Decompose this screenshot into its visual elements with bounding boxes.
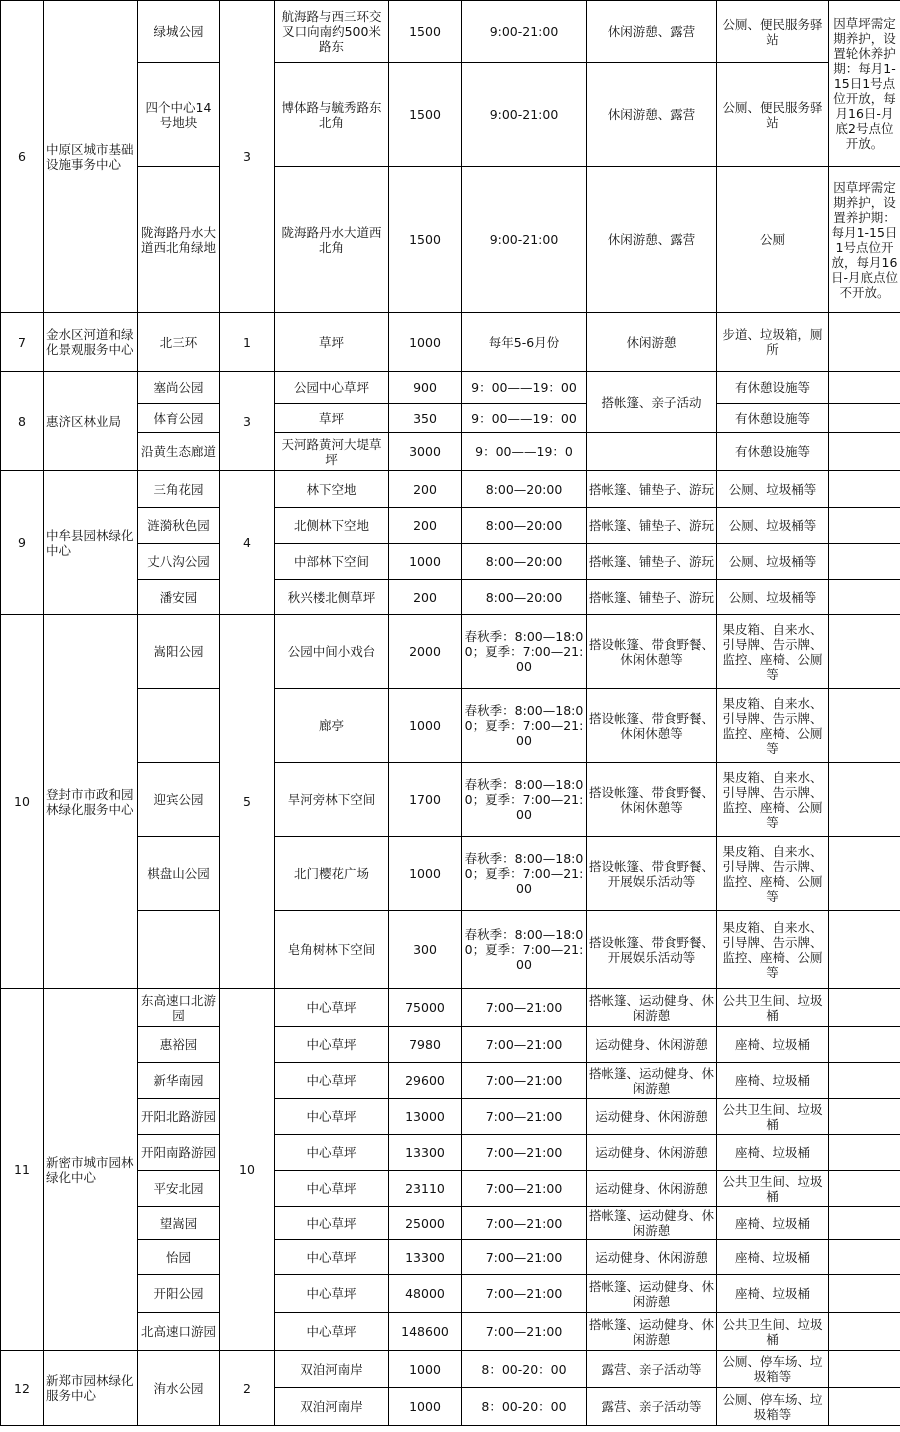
location: 北侧林下空地 xyxy=(275,508,389,544)
table-row xyxy=(1,471,900,508)
area: 1000 xyxy=(389,544,462,580)
area: 23110 xyxy=(389,1171,462,1207)
location: 公园中心草坪 xyxy=(275,372,389,404)
facility: 公厕、垃圾桶等 xyxy=(717,471,829,508)
activity: 搭帐篷、亲子活动 xyxy=(587,372,717,433)
note xyxy=(829,372,900,404)
park-name: 北三环 xyxy=(138,313,220,372)
note xyxy=(829,471,900,508)
location: 中部林下空间 xyxy=(275,544,389,580)
note xyxy=(829,1275,900,1313)
note xyxy=(829,1135,900,1171)
facility: 步道、垃圾箱，厕所 xyxy=(717,313,829,372)
area: 3000 xyxy=(389,433,462,471)
facility: 座椅、垃圾桶 xyxy=(717,1027,829,1063)
facility: 果皮箱、自来水、引导牌、告示牌、监控、座椅、公厕等 xyxy=(717,763,829,837)
facility: 有休憩设施等 xyxy=(717,372,829,404)
park-name: 嵩阳公园 xyxy=(138,615,220,689)
note xyxy=(829,1063,900,1099)
facility: 公共卫生间、垃圾桶 xyxy=(717,1099,829,1135)
unit-name: 惠济区林业局 xyxy=(44,372,138,471)
facility: 座椅、垃圾桶 xyxy=(717,1063,829,1099)
table-row xyxy=(1,1351,900,1388)
park-count: 2 xyxy=(220,1351,275,1426)
open-time: 7:00—21:00 xyxy=(462,989,587,1027)
park-name: 涟漪秋色园 xyxy=(138,508,220,544)
note xyxy=(829,404,900,433)
location: 草坪 xyxy=(275,404,389,433)
facility: 公厕、便民服务驿站 xyxy=(717,63,829,167)
facility: 座椅、垃圾桶 xyxy=(717,1207,829,1240)
facility: 公厕、垃圾桶等 xyxy=(717,544,829,580)
park-name: 三角花园 xyxy=(138,471,220,508)
park-name: 惠裕园 xyxy=(138,1027,220,1063)
park-name: 塞尚公园 xyxy=(138,372,220,404)
area: 13300 xyxy=(389,1240,462,1275)
activity: 运动健身、休闲游憩 xyxy=(587,1171,717,1207)
area: 1500 xyxy=(389,63,462,167)
location: 中心草坪 xyxy=(275,989,389,1027)
activity: 搭帐篷、运动健身、休闲游憩 xyxy=(587,1275,717,1313)
location: 公园中间小戏台 xyxy=(275,615,389,689)
activity: 搭帐篷、运动健身、休闲游憩 xyxy=(587,1063,717,1099)
location: 航海路与西三环交叉口向南约500米路东 xyxy=(275,1,389,63)
park-name: 沿黄生态廊道 xyxy=(138,433,220,471)
open-time: 8:00—20:00 xyxy=(462,508,587,544)
open-time: 7:00—21:00 xyxy=(462,1275,587,1313)
park-name: 怡园 xyxy=(138,1240,220,1275)
row-number: 10 xyxy=(1,615,44,989)
park-name: 棋盘山公园 xyxy=(138,837,220,911)
table-row xyxy=(1,1,900,63)
table-row xyxy=(1,615,900,689)
park-name: 开阳南路游园 xyxy=(138,1135,220,1171)
location: 草坪 xyxy=(275,313,389,372)
facility: 公共卫生间、垃圾桶 xyxy=(717,1171,829,1207)
row-number: 9 xyxy=(1,471,44,615)
location: 中心草坪 xyxy=(275,1135,389,1171)
location: 旱河旁林下空间 xyxy=(275,763,389,837)
area: 200 xyxy=(389,580,462,615)
open-time: 7:00—21:00 xyxy=(462,1313,587,1351)
facility: 公共卫生间、垃圾桶 xyxy=(717,1313,829,1351)
open-time: 9：00——19：0 xyxy=(462,433,587,471)
activity: 搭帐篷、运动健身、休闲游憩 xyxy=(587,1207,717,1240)
note xyxy=(829,1388,900,1426)
open-time: 春秋季：8:00—18:00；夏季：7:00—21:00 xyxy=(462,615,587,689)
location: 中心草坪 xyxy=(275,1099,389,1135)
open-time: 7:00—21:00 xyxy=(462,1027,587,1063)
note xyxy=(829,615,900,689)
open-time: 8：00-20：00 xyxy=(462,1351,587,1388)
activity: 搭帐篷、铺垫子、游玩 xyxy=(587,580,717,615)
facility: 果皮箱、自来水、引导牌、告示牌、监控、座椅、公厕等 xyxy=(717,615,829,689)
activity: 休闲游憩 xyxy=(587,313,717,372)
note xyxy=(829,1207,900,1240)
open-time: 春秋季：8:00—18:00；夏季：7:00—21:00 xyxy=(462,911,587,989)
park-count: 4 xyxy=(220,471,275,615)
unit-name: 新郑市园林绿化服务中心 xyxy=(44,1351,138,1426)
facility: 有休憩设施等 xyxy=(717,433,829,471)
note xyxy=(829,1351,900,1388)
area: 1000 xyxy=(389,837,462,911)
unit-name: 中原区城市基础设施事务中心 xyxy=(44,1,138,313)
location: 中心草坪 xyxy=(275,1171,389,1207)
open-time: 春秋季：8:00—18:00；夏季：7:00—21:00 xyxy=(462,689,587,763)
note xyxy=(829,580,900,615)
note xyxy=(829,544,900,580)
area: 1000 xyxy=(389,313,462,372)
park-name: 丈八沟公园 xyxy=(138,544,220,580)
facility: 果皮箱、自来水、引导牌、告示牌、监控、座椅、公厕等 xyxy=(717,911,829,989)
activity: 搭帐篷、铺垫子、游玩 xyxy=(587,508,717,544)
facility: 公厕、垃圾桶等 xyxy=(717,580,829,615)
area: 200 xyxy=(389,471,462,508)
location: 双洎河南岸 xyxy=(275,1351,389,1388)
area: 48000 xyxy=(389,1275,462,1313)
area: 13300 xyxy=(389,1135,462,1171)
open-time: 7:00—21:00 xyxy=(462,1099,587,1135)
location: 秋兴楼北侧草坪 xyxy=(275,580,389,615)
open-time: 7:00—21:00 xyxy=(462,1207,587,1240)
activity: 搭设帐篷、带食野餐、开展娱乐活动等 xyxy=(587,837,717,911)
facility: 有休憩设施等 xyxy=(717,404,829,433)
facility: 公厕、便民服务驿站 xyxy=(717,1,829,63)
open-time: 9:00-21:00 xyxy=(462,167,587,313)
unit-name: 登封市市政和园林绿化服务中心 xyxy=(44,615,138,989)
open-time: 7:00—21:00 xyxy=(462,1063,587,1099)
park-count: 3 xyxy=(220,372,275,471)
park-name: 望嵩园 xyxy=(138,1207,220,1240)
open-time: 春秋季：8:00—18:00；夏季：7:00—21:00 xyxy=(462,763,587,837)
open-time: 8:00—20:00 xyxy=(462,580,587,615)
area: 1000 xyxy=(389,1388,462,1426)
activity: 搭帐篷、铺垫子、游玩 xyxy=(587,471,717,508)
note xyxy=(829,313,900,372)
location: 陇海路丹水大道西北角 xyxy=(275,167,389,313)
area: 75000 xyxy=(389,989,462,1027)
row-number: 12 xyxy=(1,1351,44,1426)
park-name xyxy=(138,689,220,763)
facility: 公厕、垃圾桶等 xyxy=(717,508,829,544)
note xyxy=(829,1171,900,1207)
area: 25000 xyxy=(389,1207,462,1240)
park-name: 开阳北路游园 xyxy=(138,1099,220,1135)
location: 中心草坪 xyxy=(275,1275,389,1313)
location: 中心草坪 xyxy=(275,1207,389,1240)
activity xyxy=(587,433,717,471)
park-name: 迎宾公园 xyxy=(138,763,220,837)
activity: 搭帐篷、运动健身、休闲游憩 xyxy=(587,1313,717,1351)
park-name: 四个中心14号地块 xyxy=(138,63,220,167)
note xyxy=(829,508,900,544)
activity: 运动健身、休闲游憩 xyxy=(587,1135,717,1171)
open-time: 9：00——19：00 xyxy=(462,404,587,433)
area: 7980 xyxy=(389,1027,462,1063)
open-time: 9：00——19：00 xyxy=(462,372,587,404)
open-time: 春秋季：8:00—18:00；夏季：7:00—21:00 xyxy=(462,837,587,911)
open-time: 7:00—21:00 xyxy=(462,1135,587,1171)
note: 因草坪需定期养护，设置养护期：每月1-15日1号点位开放，每月16日-月底点位不开放。 xyxy=(829,167,900,313)
location: 双洎河南岸 xyxy=(275,1388,389,1426)
park-name: 体育公园 xyxy=(138,404,220,433)
park-name: 开阳公园 xyxy=(138,1275,220,1313)
location: 廊亭 xyxy=(275,689,389,763)
facility: 果皮箱、自来水、引导牌、告示牌、监控、座椅、公厕等 xyxy=(717,689,829,763)
note xyxy=(829,1099,900,1135)
location: 中心草坪 xyxy=(275,1313,389,1351)
location: 林下空地 xyxy=(275,471,389,508)
row-number: 11 xyxy=(1,989,44,1351)
facility: 座椅、垃圾桶 xyxy=(717,1135,829,1171)
open-time: 8：00-20：00 xyxy=(462,1388,587,1426)
activity: 搭设帐篷、带食野餐、开展娱乐活动等 xyxy=(587,911,717,989)
open-time: 8:00—20:00 xyxy=(462,544,587,580)
park-name: 平安北园 xyxy=(138,1171,220,1207)
open-time: 每年5-6月份 xyxy=(462,313,587,372)
location: 中心草坪 xyxy=(275,1240,389,1275)
note xyxy=(829,837,900,911)
area: 1000 xyxy=(389,1351,462,1388)
table-row xyxy=(1,989,900,1027)
note xyxy=(829,911,900,989)
row-number: 8 xyxy=(1,372,44,471)
area: 350 xyxy=(389,404,462,433)
note xyxy=(829,689,900,763)
unit-name: 新密市城市园林绿化中心 xyxy=(44,989,138,1351)
area: 148600 xyxy=(389,1313,462,1351)
activity: 搭设帐篷、带食野餐、休闲休憩等 xyxy=(587,615,717,689)
facility: 公厕 xyxy=(717,167,829,313)
park-name: 潘安园 xyxy=(138,580,220,615)
facility: 座椅、垃圾桶 xyxy=(717,1240,829,1275)
activity: 露营、亲子活动等 xyxy=(587,1388,717,1426)
park-name: 绿城公园 xyxy=(138,1,220,63)
note xyxy=(829,1313,900,1351)
note xyxy=(829,1027,900,1063)
area: 1000 xyxy=(389,689,462,763)
location: 博体路与毓秀路东北角 xyxy=(275,63,389,167)
location: 北门樱花广场 xyxy=(275,837,389,911)
location: 皂角树林下空间 xyxy=(275,911,389,989)
open-time: 8:00—20:00 xyxy=(462,471,587,508)
activity: 搭帐篷、运动健身、休闲游憩 xyxy=(587,989,717,1027)
area: 1700 xyxy=(389,763,462,837)
note xyxy=(829,433,900,471)
area: 1500 xyxy=(389,167,462,313)
unit-name: 中牟县园林绿化中心 xyxy=(44,471,138,615)
park-count: 1 xyxy=(220,313,275,372)
open-time: 7:00—21:00 xyxy=(462,1240,587,1275)
note xyxy=(829,763,900,837)
park-count: 10 xyxy=(220,989,275,1351)
area: 13000 xyxy=(389,1099,462,1135)
park-name xyxy=(138,911,220,989)
table-row xyxy=(1,372,900,404)
activity: 搭设帐篷、带食野餐、休闲休憩等 xyxy=(587,763,717,837)
location: 中心草坪 xyxy=(275,1027,389,1063)
note: 因草坪需定期养护，设置轮休养护期：每月1-15日1号点位开放，每月16日-月底2号点位开放。 xyxy=(829,1,900,167)
park-name: 北高速口游园 xyxy=(138,1313,220,1351)
park-count: 5 xyxy=(220,615,275,989)
activity: 运动健身、休闲游憩 xyxy=(587,1240,717,1275)
facility: 公厕、停车场、垃圾箱等 xyxy=(717,1388,829,1426)
area: 300 xyxy=(389,911,462,989)
note xyxy=(829,1240,900,1275)
open-time: 9:00-21:00 xyxy=(462,63,587,167)
activity: 露营、亲子活动等 xyxy=(587,1351,717,1388)
open-time: 9:00-21:00 xyxy=(462,1,587,63)
open-time: 7:00—21:00 xyxy=(462,1171,587,1207)
activity: 搭帐篷、铺垫子、游玩 xyxy=(587,544,717,580)
activity: 搭设帐篷、带食野餐、休闲休憩等 xyxy=(587,689,717,763)
unit-name: 金水区河道和绿化景观服务中心 xyxy=(44,313,138,372)
activity: 休闲游憩、露营 xyxy=(587,1,717,63)
area: 900 xyxy=(389,372,462,404)
note xyxy=(829,989,900,1027)
activity: 休闲游憩、露营 xyxy=(587,63,717,167)
park-count: 3 xyxy=(220,1,275,313)
facility: 座椅、垃圾桶 xyxy=(717,1275,829,1313)
activity: 运动健身、休闲游憩 xyxy=(587,1027,717,1063)
area: 2000 xyxy=(389,615,462,689)
area: 1500 xyxy=(389,1,462,63)
activity: 运动健身、休闲游憩 xyxy=(587,1099,717,1135)
park-name: 洧水公园 xyxy=(138,1351,220,1426)
facility: 公共卫生间、垃圾桶 xyxy=(717,989,829,1027)
area: 200 xyxy=(389,508,462,544)
location: 中心草坪 xyxy=(275,1063,389,1099)
row-number: 7 xyxy=(1,313,44,372)
table-row xyxy=(1,313,900,372)
facility: 公厕、停车场、垃圾箱等 xyxy=(717,1351,829,1388)
location: 天河路黄河大堤草坪 xyxy=(275,433,389,471)
park-name: 东高速口北游园 xyxy=(138,989,220,1027)
park-name: 陇海路丹水大道西北角绿地 xyxy=(138,167,220,313)
facility: 果皮箱、自来水、引导牌、告示牌、监控、座椅、公厕等 xyxy=(717,837,829,911)
activity: 休闲游憩、露营 xyxy=(587,167,717,313)
area: 29600 xyxy=(389,1063,462,1099)
park-name: 新华南园 xyxy=(138,1063,220,1099)
row-number: 6 xyxy=(1,1,44,313)
